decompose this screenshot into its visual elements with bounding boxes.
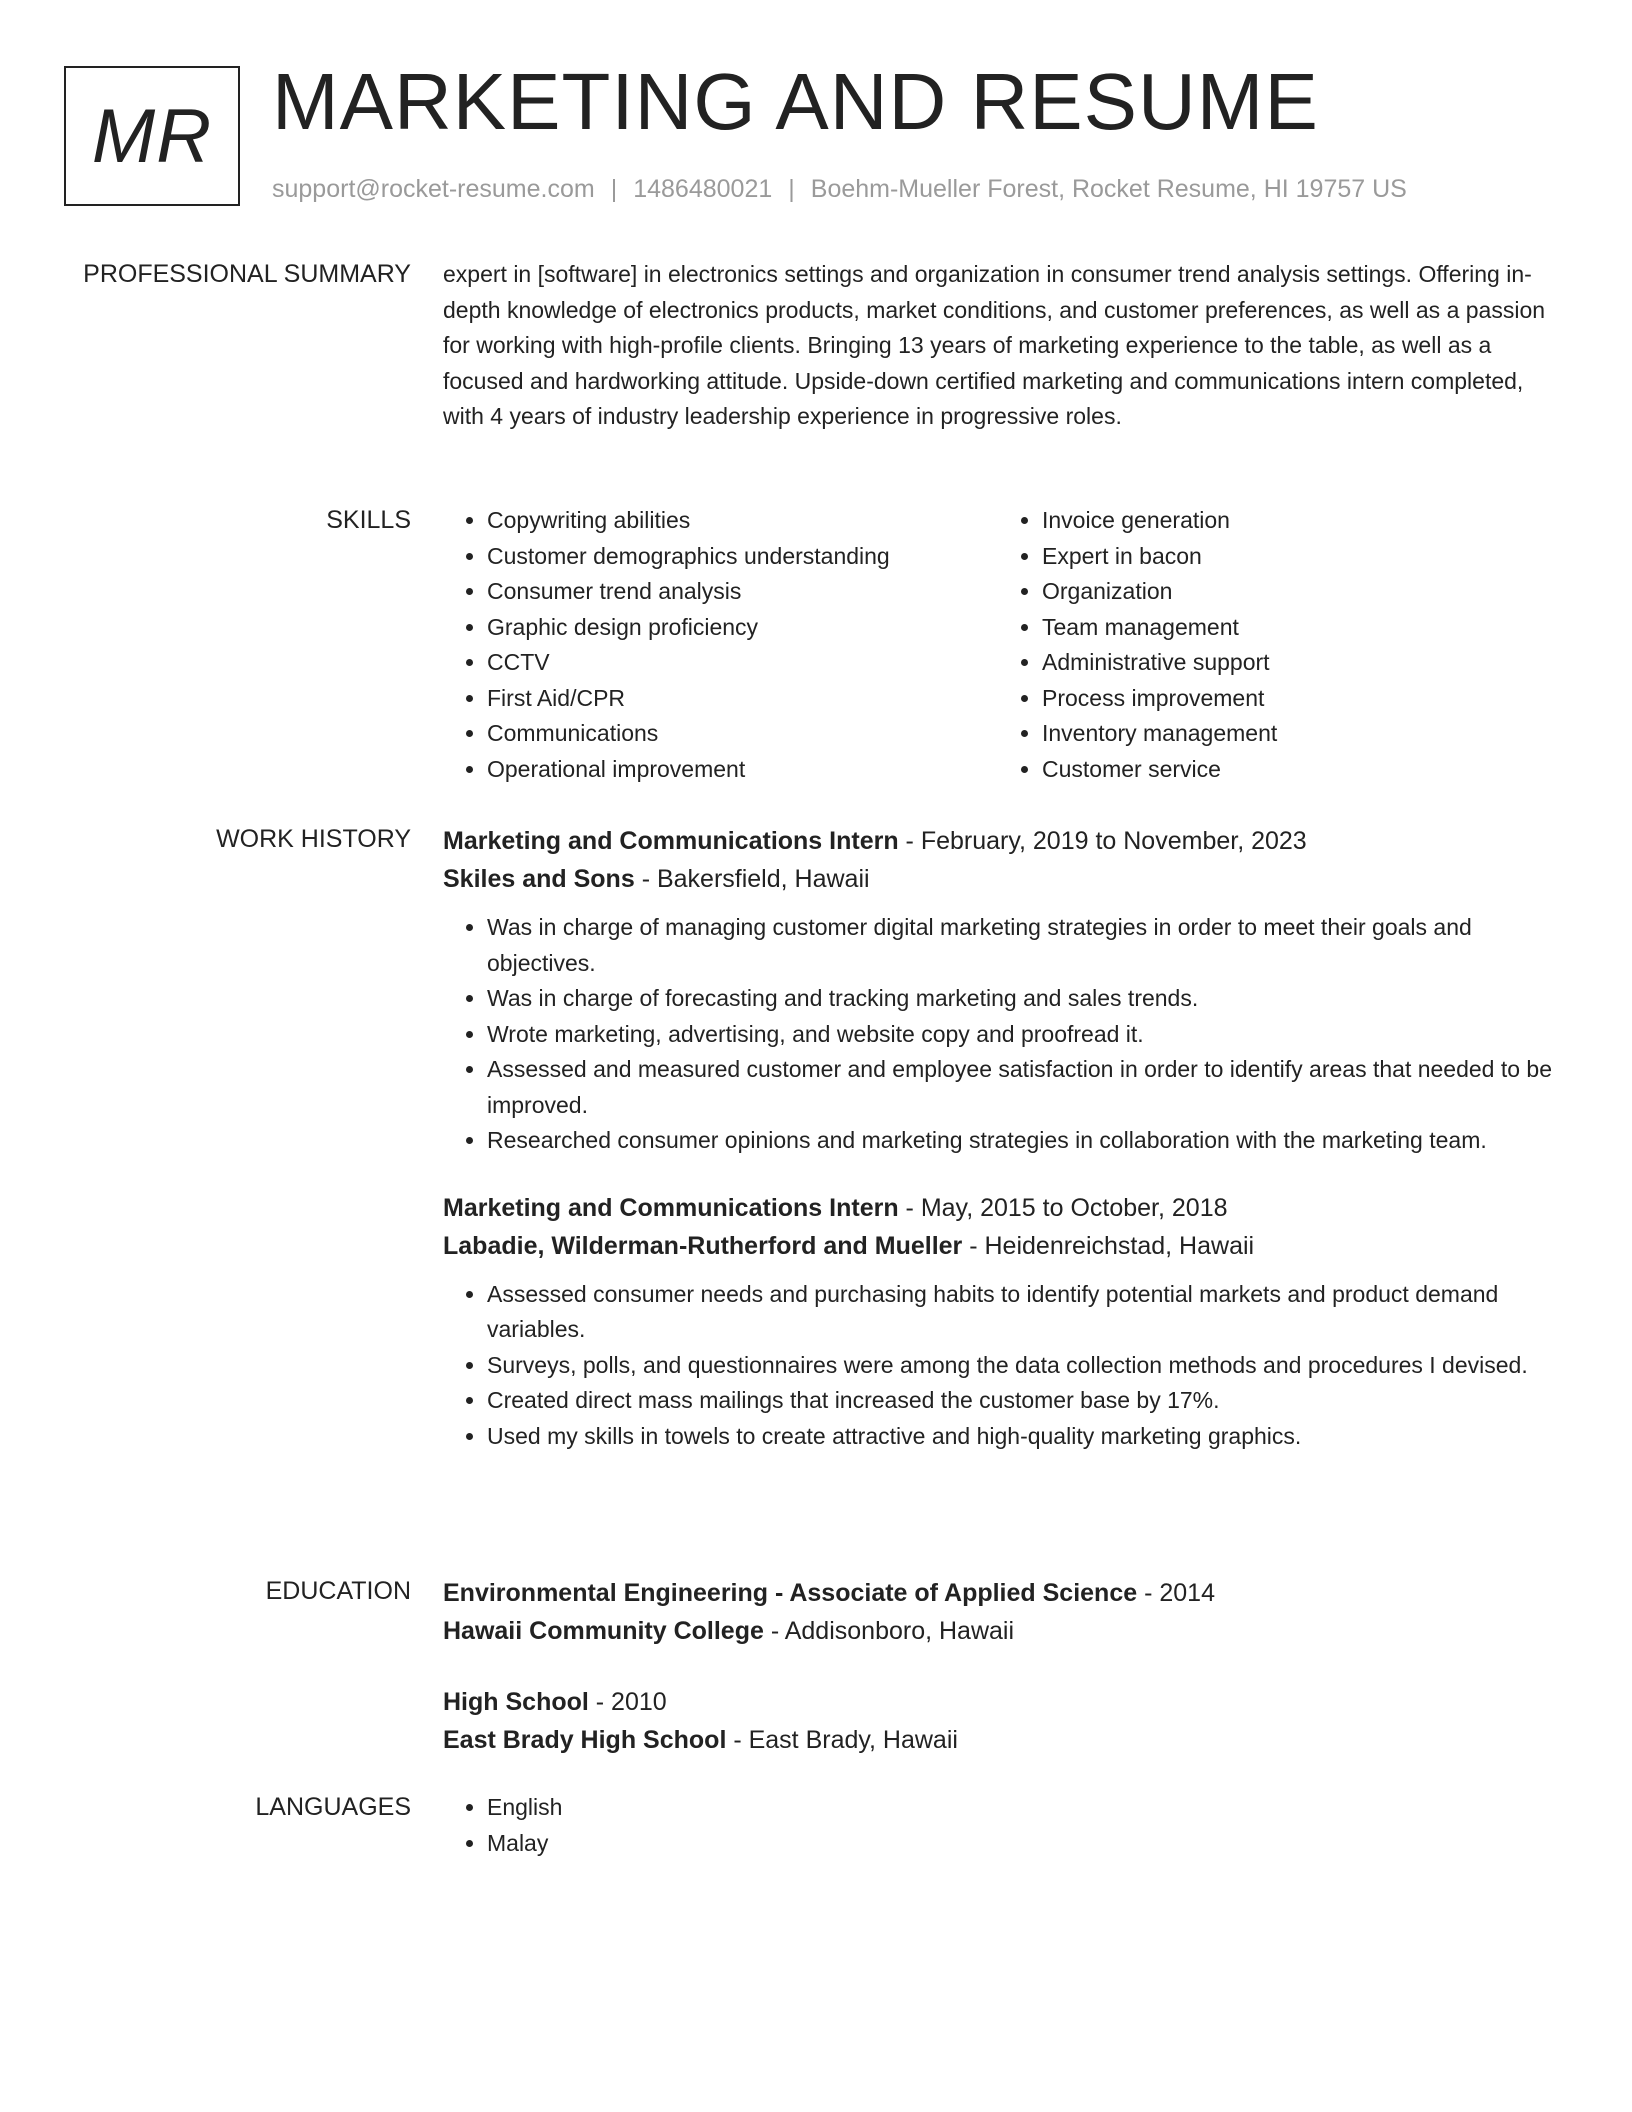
skill-item: • Copywriting abilities xyxy=(487,503,998,539)
education-year: - 2014 xyxy=(1137,1579,1215,1607)
education-location: - Addisonboro, Hawaii xyxy=(763,1617,1015,1645)
summary-body xyxy=(443,257,1553,435)
resume-title: MARKETING AND RESUME xyxy=(272,57,1319,146)
job-title: Marketing and Communications Intern xyxy=(443,827,899,855)
contact-phone[interactable]: 1486480021 xyxy=(633,175,773,203)
contact-separator: | xyxy=(610,175,618,203)
skill-item: • Graphic design proficiency xyxy=(487,610,998,646)
education-degree-line xyxy=(443,1683,1553,1721)
skills-list-right xyxy=(998,503,1553,787)
skill-item: • Process improvement xyxy=(1042,681,1553,717)
education-school: Hawaii Community College xyxy=(443,1617,764,1645)
contact-email[interactable]: support@rocket-resume.com xyxy=(272,175,595,203)
job-entry xyxy=(443,822,1553,1159)
skill-item: • Customer demographics understanding xyxy=(487,539,998,575)
skill-item: • Expert in bacon xyxy=(1042,539,1553,575)
education-school: East Brady High School xyxy=(443,1726,727,1754)
job-bullet: • Assessed consumer needs and purchasing habits to identify potential markets and product demand variables. xyxy=(487,1277,1553,1348)
job-bullet: • Wrote marketing, advertising, and website copy and proofread it. xyxy=(487,1017,1553,1053)
job-bullets xyxy=(443,910,1553,1159)
language-item: • Malay xyxy=(487,1826,1553,1862)
job-location: - Heidenreichstad, Hawaii xyxy=(962,1231,1255,1260)
education-label: EDUCATION xyxy=(265,1577,411,1605)
education-degree-line xyxy=(443,1574,1553,1612)
education-year: - 2010 xyxy=(588,1688,667,1716)
job-bullet: • Researched consumer opinions and marketing strategies in collaboration with the marketing team. xyxy=(487,1123,1553,1159)
languages-list xyxy=(443,1790,1553,1861)
skill-item: • Consumer trend analysis xyxy=(487,574,998,610)
job-title-line xyxy=(443,822,1553,860)
job-bullet: • Used my skills in towels to create attractive and high-quality marketing graphics. xyxy=(487,1419,1553,1455)
skills-list-left xyxy=(443,503,998,787)
job-entry xyxy=(443,1189,1553,1455)
education-body xyxy=(443,1574,1553,1759)
skill-item: • CCTV xyxy=(487,645,998,681)
skills-body xyxy=(443,503,1553,787)
job-location: - Bakersfield, Hawaii xyxy=(634,865,870,893)
language-item: • English xyxy=(487,1790,1553,1826)
skill-item: • Team management xyxy=(1042,610,1553,646)
job-bullet: • Surveys, polls, and questionnaires were among the data collection methods and procedures I devised. xyxy=(487,1348,1553,1384)
job-dates: - May, 2015 to October, 2018 xyxy=(898,1193,1228,1222)
work-label: WORK HISTORY xyxy=(216,825,411,853)
job-company-line xyxy=(443,860,1553,898)
summary-text: expert in [software] in electronics settings and organization in consumer trend analysis settings. Offering in-depth knowledge of electronics products, market conditions, and customer preferences, as well as a passion for working with high-profile clients. Bringing 13 years of marketing experience to the table, as well as a focused and hardworking attitude. Upside-down certified marketing and communications intern completed, with 4 years of industry leadership experience in progressive roles. xyxy=(443,261,1546,429)
skill-item: • Customer service xyxy=(1042,752,1553,788)
job-bullets xyxy=(443,1277,1553,1455)
job-title-line xyxy=(443,1189,1553,1227)
skill-item: • Organization xyxy=(1042,574,1553,610)
contact-line xyxy=(272,172,1407,206)
education-degree: Environmental Engineering - Associate of Applied Science xyxy=(443,1579,1138,1607)
job-company: Labadie, Wilderman-Rutherford and Mueller xyxy=(443,1231,963,1260)
monogram-logo: MR xyxy=(64,66,240,206)
languages-body xyxy=(443,1790,1553,1861)
skill-item: • Invoice generation xyxy=(1042,503,1553,539)
contact-separator: | xyxy=(788,175,795,203)
languages-label: LANGUAGES xyxy=(255,1793,411,1821)
education-school-line xyxy=(443,1612,1553,1650)
skill-item: • Operational improvement xyxy=(487,752,998,788)
education-location: - East Brady, Hawaii xyxy=(726,1726,958,1754)
job-bullet: • Was in charge of forecasting and tracking marketing and sales trends. xyxy=(487,981,1553,1017)
education-entry xyxy=(443,1683,1553,1759)
skill-item: • First Aid/CPR xyxy=(487,681,998,717)
job-bullet: • Created direct mass mailings that increased the customer base by 17%. xyxy=(487,1383,1553,1419)
skill-item: • Inventory management xyxy=(1042,716,1553,752)
job-bullet: • Was in charge of managing customer digital marketing strategies in order to meet their goals and objectives. xyxy=(487,910,1553,981)
job-dates: - February, 2019 to November, 2023 xyxy=(898,827,1307,855)
job-bullet: • Assessed and measured customer and employee satisfaction in order to identify areas that needed to be improved. xyxy=(487,1052,1553,1123)
work-body xyxy=(443,822,1553,1454)
summary-label: PROFESSIONAL SUMMARY xyxy=(83,260,411,288)
contact-address: Boehm-Mueller Forest, Rocket Resume, HI 19757 US xyxy=(810,175,1407,203)
skill-item: • Communications xyxy=(487,716,998,752)
skill-item: • Administrative support xyxy=(1042,645,1553,681)
skills-label: SKILLS xyxy=(326,506,411,534)
education-degree: High School xyxy=(443,1688,589,1716)
education-entry xyxy=(443,1574,1553,1650)
job-company-line xyxy=(443,1227,1553,1265)
job-title: Marketing and Communications Intern xyxy=(443,1193,899,1222)
education-school-line xyxy=(443,1721,1553,1759)
job-company: Skiles and Sons xyxy=(443,865,635,893)
